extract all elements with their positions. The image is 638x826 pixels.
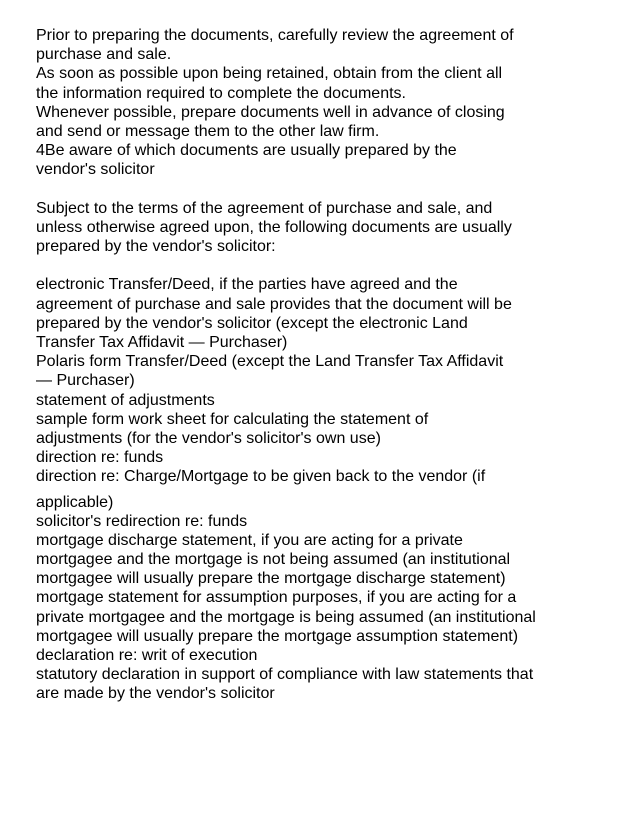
text-line: Subject to the terms of the agreement of purchase and sale, and <box>36 199 493 217</box>
text-line: declaration re: writ of execution <box>36 647 258 664</box>
text-line: prepared by the vendor's solicitor (except the electronic Land <box>36 314 468 332</box>
text-line: Prior to preparing the documents, carefully review the agreement of <box>36 27 514 44</box>
text-line: mortgagee will usually prepare the mortgage discharge statement) <box>36 570 506 588</box>
documents-list <box>36 275 632 486</box>
subject-paragraph <box>36 199 632 257</box>
text-line: vendor's solicitor <box>36 161 155 179</box>
text-line: direction re: Charge/Mortgage to be given back to the vendor (if <box>36 468 486 486</box>
text-line: purchase and sale. <box>36 46 172 64</box>
text-line: mortgage statement for assumption purposes, if you are acting for a <box>36 589 517 607</box>
text-line: private mortgagee and the mortgage is being assumed (an institutional <box>36 608 536 626</box>
text-line: 4Be aware of which documents are usually prepared by the <box>36 142 457 160</box>
text-line: mortgagee and the mortgage is not being assumed (an institutional <box>36 551 511 569</box>
paragraph-gap <box>36 180 632 199</box>
text-line: prepared by the vendor's solicitor: <box>36 238 276 256</box>
text-line: are made by the vendor's solicitor <box>36 685 275 703</box>
documents-list-continued <box>36 493 632 704</box>
text-line: adjustments (for the vendor's solicitor's own use) <box>36 429 381 447</box>
text-line: Transfer Tax Affidavit — Purchaser) <box>36 334 288 351</box>
text-line: As soon as possible upon being retained, obtain from the client all <box>36 65 503 83</box>
text-line: and send or message them to the other law firm. <box>36 122 380 140</box>
text-line: statutory declaration in support of compliance with law statements that <box>36 666 534 684</box>
text-line: mortgage discharge statement, if you are acting for a private <box>36 531 463 549</box>
text-line: Whenever possible, prepare documents well in advance of closing <box>36 103 505 121</box>
text-line: applicable) <box>36 493 114 511</box>
text-line: mortgagee will usually prepare the mortgage assumption statement) <box>36 627 519 645</box>
text-line: Polaris form Transfer/Deed (except the Land Transfer Tax Affidavit <box>36 353 504 371</box>
text-line: the information required to complete the documents. <box>36 84 406 102</box>
text-line: statement of adjustments <box>36 391 215 409</box>
text-line: — Purchaser) <box>36 372 135 390</box>
paragraph-gap <box>36 256 632 275</box>
text-line: unless otherwise agreed upon, the following documents are usually <box>36 218 512 236</box>
text-line: direction re: funds <box>36 449 164 467</box>
document-page <box>36 26 632 704</box>
text-line: electronic Transfer/Deed, if the parties have agreed and the <box>36 276 458 294</box>
intro-paragraph <box>36 26 632 180</box>
text-line: solicitor's redirection re: funds <box>36 512 248 530</box>
text-line: agreement of purchase and sale provides that the document will be <box>36 295 512 313</box>
text-line: sample form work sheet for calculating the statement of <box>36 410 429 428</box>
